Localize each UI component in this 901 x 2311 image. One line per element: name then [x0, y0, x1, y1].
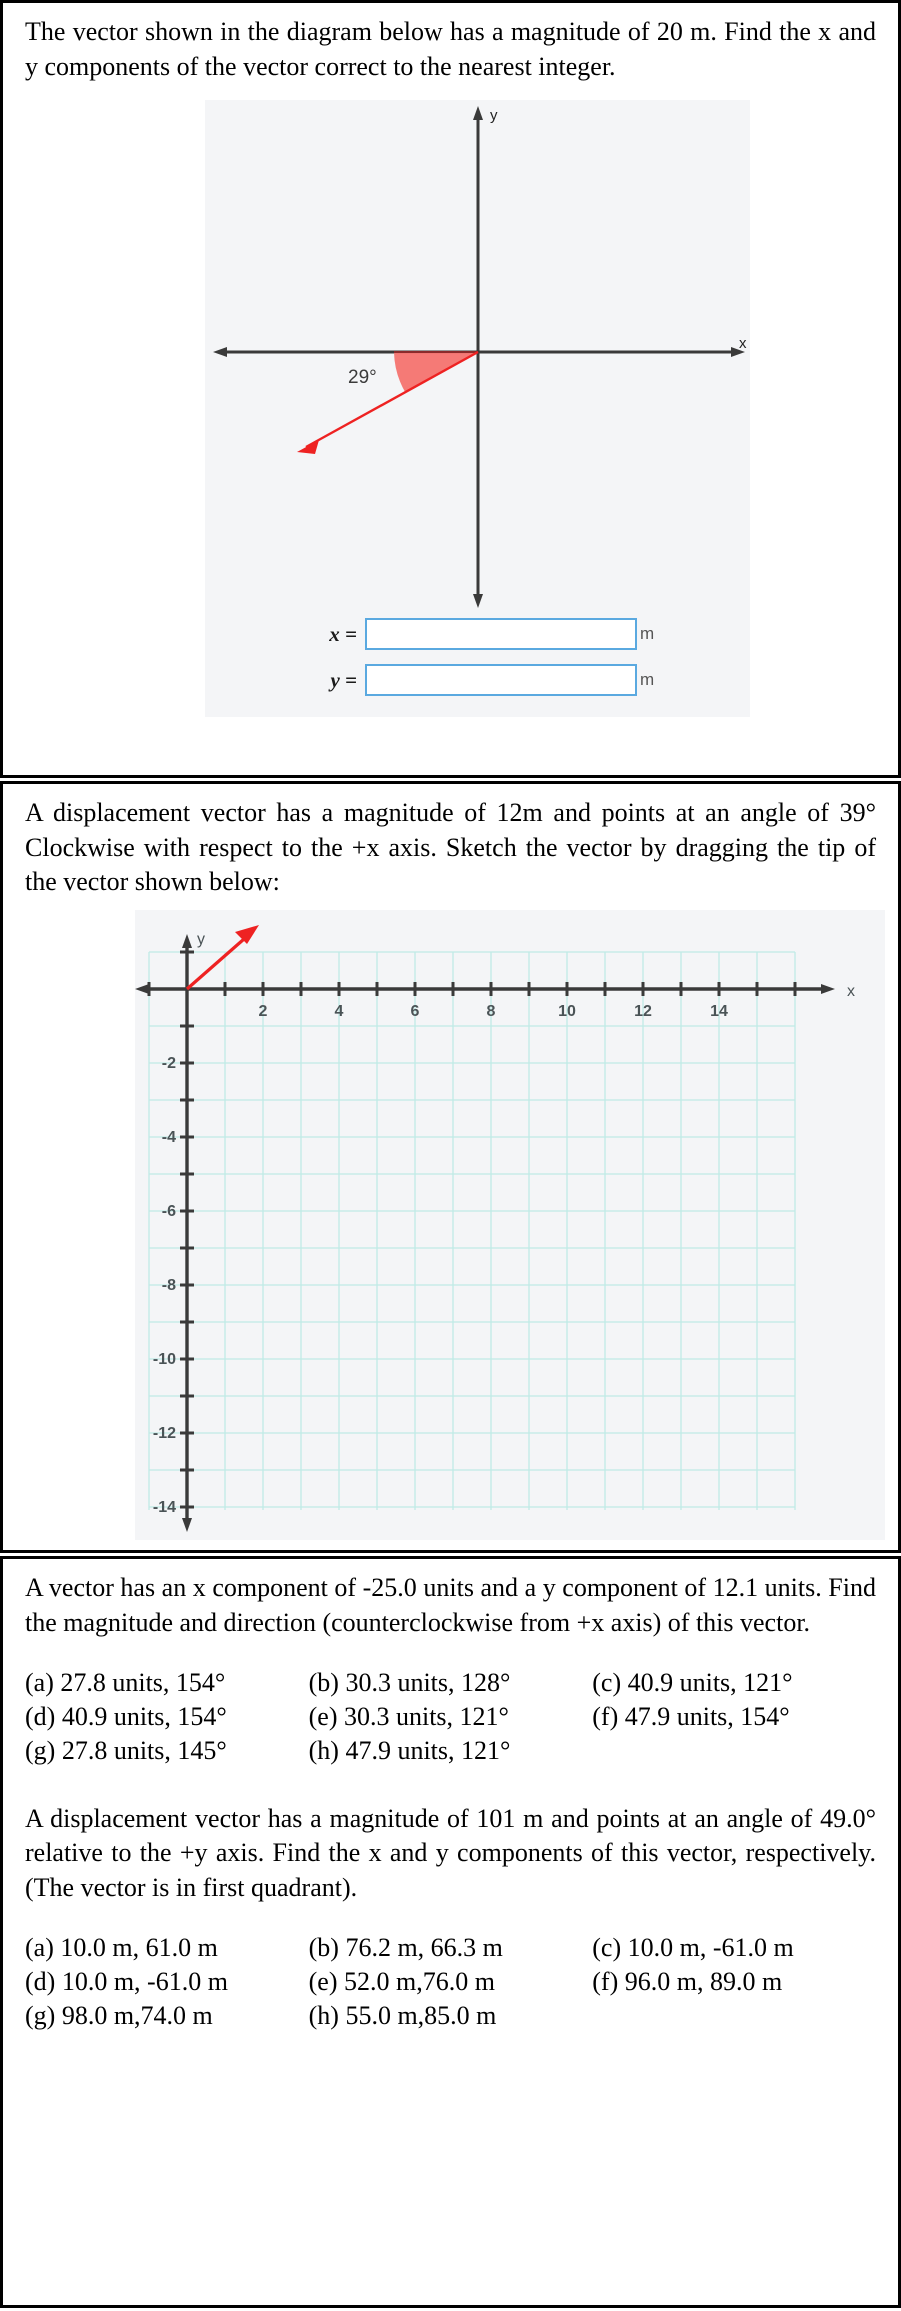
x-component-label: x =	[329, 621, 357, 646]
x-component-unit: m	[640, 624, 655, 644]
y-tick-label: -12	[152, 1424, 176, 1442]
vector-diagram-canvas[interactable]	[205, 100, 750, 615]
x-component-input[interactable]	[365, 618, 637, 650]
section-spacer	[25, 1768, 876, 1802]
choice-option[interactable]: (b) 30.3 units, 128°	[308, 1668, 511, 1698]
y-tick-label: -10	[152, 1350, 176, 1368]
choice-option[interactable]: (h) 47.9 units, 121°	[308, 1735, 511, 1765]
x-tick-label: 6	[410, 1002, 420, 1020]
choice-option[interactable]: (g) 27.8 units, 145°	[25, 1735, 227, 1765]
question-panel-2	[0, 781, 901, 1553]
grid-background	[135, 910, 885, 1540]
choice-option	[592, 1734, 876, 1768]
angle-label: 29°	[348, 367, 377, 389]
choice-option[interactable]: (d) 40.9 units, 154°	[25, 1701, 227, 1731]
choice-option[interactable]: (f) 47.9 units, 154°	[592, 1701, 790, 1731]
grid-y-axis-label: y	[197, 930, 205, 948]
answer-row-y	[205, 661, 750, 699]
y-component-label: y =	[330, 667, 357, 692]
choice-row	[25, 1965, 876, 1999]
choice-option[interactable]: (c) 40.9 units, 121°	[592, 1668, 793, 1698]
y-tick-label: -2	[161, 1054, 176, 1072]
question-panel-3	[0, 1556, 901, 2308]
choice-option[interactable]: (e) 30.3 units, 121°	[308, 1701, 509, 1731]
x-tick-label: 12	[634, 1002, 652, 1020]
vector-diagram-widget[interactable]	[205, 100, 750, 615]
choice-option[interactable]: (b) 76.2 m, 66.3 m	[308, 1933, 503, 1963]
x-axis-label: x	[739, 335, 747, 353]
choice-row	[25, 1734, 876, 1768]
y-component-unit: m	[640, 670, 655, 690]
choice-option[interactable]: (a) 27.8 units, 154°	[25, 1668, 226, 1698]
vector-axes-svg[interactable]	[205, 100, 750, 615]
y-tick-label: -4	[161, 1128, 176, 1146]
choice-option[interactable]: (g) 98.0 m,74.0 m	[25, 2000, 213, 2030]
grid-vector-svg[interactable]	[135, 910, 885, 1540]
choice-row	[25, 1666, 876, 1700]
y-tick-label: -14	[152, 1498, 176, 1516]
answer-row-x	[205, 615, 750, 653]
y-tick-label: -8	[161, 1276, 176, 1294]
x-tick-label: 14	[710, 1002, 728, 1020]
grid-vector-widget[interactable]	[135, 910, 885, 1540]
question-4-choices	[25, 1931, 876, 2032]
choice-option[interactable]: (c) 10.0 m, -61.0 m	[592, 1933, 794, 1963]
x-tick-label: 10	[558, 1002, 576, 1020]
grid-x-axis-label: x	[847, 982, 855, 1000]
y-tick-label: -6	[161, 1202, 176, 1220]
choice-option[interactable]: (h) 55.0 m,85.0 m	[308, 2000, 497, 2030]
question-3-text: A vector has an x component of -25.0 units and a y component of 12.1 units. Find the magnitude and direction (counterclockwise from +x axis) of this vector.	[25, 1573, 876, 1637]
choice-row	[25, 1700, 876, 1734]
choice-option	[592, 1999, 876, 2033]
y-axis-label: y	[490, 107, 498, 125]
choice-option[interactable]: (f) 96.0 m, 89.0 m	[592, 1967, 783, 1997]
question-1-text: The vector shown in the diagram below has a magnitude of 20 m. Find the x and y components of the vector correct to the nearest integer.	[25, 17, 876, 81]
x-tick-label: 4	[334, 1002, 344, 1020]
choice-option[interactable]: (a) 10.0 m, 61.0 m	[25, 1933, 218, 1963]
y-component-input[interactable]	[365, 664, 637, 696]
choice-option[interactable]: (e) 52.0 m,76.0 m	[308, 1967, 495, 1997]
x-tick-label: 8	[486, 1002, 496, 1020]
choice-row	[25, 1999, 876, 2033]
question-3-choices	[25, 1666, 876, 1767]
choice-option[interactable]: (d) 10.0 m, -61.0 m	[25, 1967, 228, 1997]
question-4-text: A displacement vector has a magnitude of 101 m and points at an angle of 49.0° relative to the +y axis. Find the x and y components of this vector, respectively. (The vector is in first quadrant).	[25, 1803, 876, 1902]
x-tick-label: 2	[258, 1002, 268, 1020]
answer-inputs-area	[205, 615, 750, 717]
choice-row	[25, 1931, 876, 1965]
question-panel-1	[0, 0, 901, 778]
question-2-text: A displacement vector has a magnitude of 12m and points at an angle of 39° Clockwise with respect to the +x axis. Sketch the vector by dragging the tip of the vector shown below:	[25, 798, 876, 897]
